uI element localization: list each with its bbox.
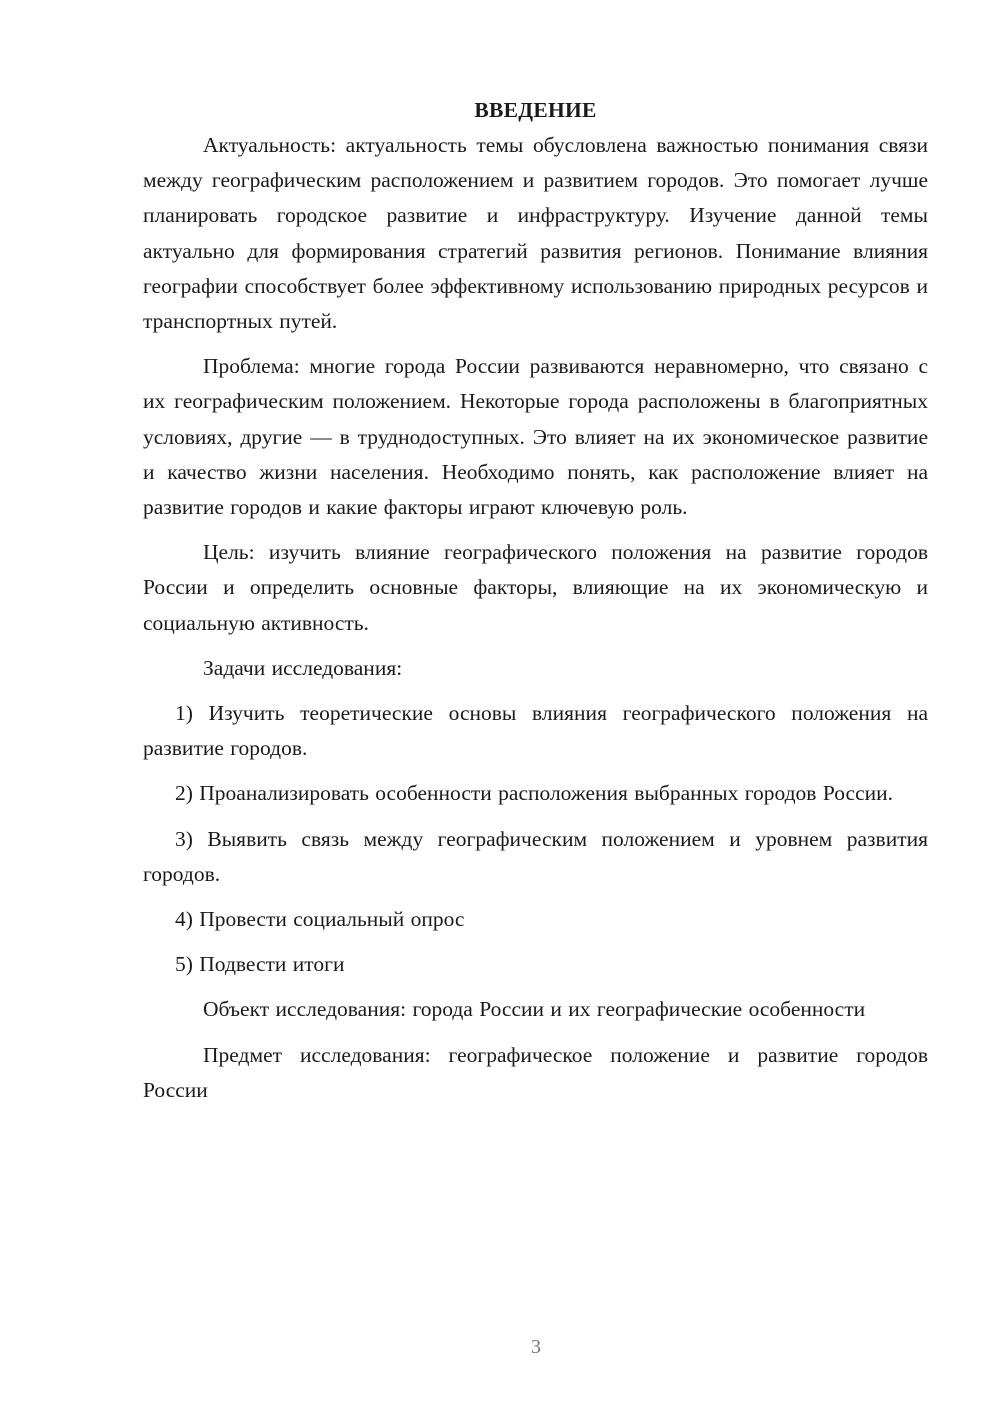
page-content	[143, 93, 928, 1108]
page-number: 3	[531, 1336, 541, 1358]
paragraph-relevance: Актуальность: актуальность темы обусловлена важностью понимания связи между географическим расположением и развитием городов. Это помогает лучше планировать городское развитие и инфраструктуру. Изучение данной темы актуально для формирования стратегий развития регионов. Понимание влияния географии способствует более эффективному использованию природных ресурсов и транспортных путей.	[143, 133, 928, 334]
list-item: 1) Изучить теоретические основы влияния географического положения на развитие городов.	[143, 701, 928, 761]
list-item: 3) Выявить связь между географическим положением и уровнем развития городов.	[143, 826, 928, 886]
page-title: ВВЕДЕНИЕ	[474, 98, 597, 122]
list-item: 4) Провести социальный опрос	[175, 907, 465, 932]
paragraph-problem: Проблема: многие города России развиваются неравномерно, что связано с их географическим положением. Некоторые города расположены в благоприятных условиях, другие — в труднодоступных. Это влияет на их экономическое развитие и качество жизни населения. Необходимо понять, как расположение влияет на развитие городов и какие факторы играют ключевую роль.	[143, 354, 928, 520]
tasks-list	[143, 696, 928, 982]
paragraph-subject: Предмет исследования: географическое положение и развитие городов России	[143, 1042, 928, 1102]
tasks-heading: Задачи исследования:	[203, 655, 403, 680]
list-item: 2) Проанализировать особенности расположения выбранных городов России.	[175, 781, 894, 806]
paragraph-object: Объект исследования: города России и их географические особенности	[203, 997, 866, 1022]
paragraph-goal: Цель: изучить влияние географического положения на развитие городов России и определить основные факторы, влияющие на их экономическую и социальную активность.	[143, 540, 928, 635]
list-item: 5) Подвести итоги	[175, 952, 345, 977]
